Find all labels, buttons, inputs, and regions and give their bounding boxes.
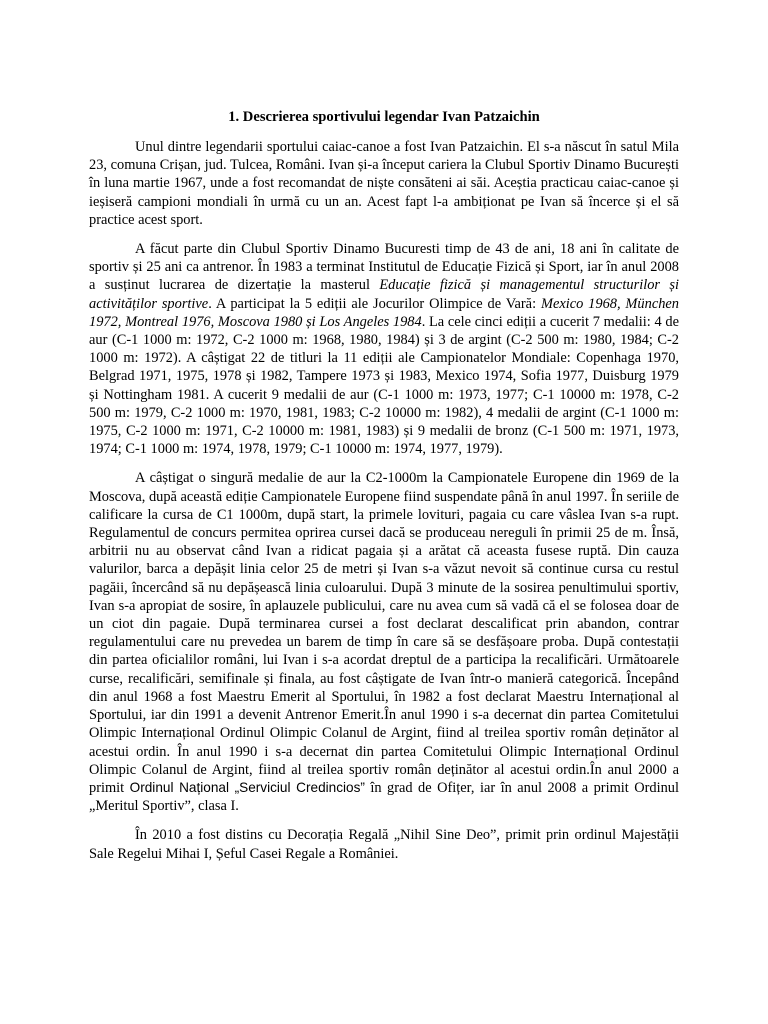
paragraph-text: . A participat la 5 ediții ale Jocurilor Olimpice de Vară: xyxy=(208,295,541,312)
paragraph-european-championship-and-honors xyxy=(89,469,679,815)
paragraph-text: A făcut parte din Clubul Sportiv Dinamo Bucuresti timp de 43 de ani, 18 ani în calitate de sportiv și 25 ani ca antrenor. În 1983 a terminat Institutul de Educație Fizică și Sport, iar în anul 2008 a susținut lucrarea de dizertație la masterul xyxy=(89,241,679,294)
olympic-games-list: Mexico 1968, München 1972, Montreal 1976, Moscova 1980 și Los Angeles 1984 xyxy=(89,295,679,330)
document-body xyxy=(89,138,679,874)
national-order-name: Ordinul Național „Serviciul Credincios” xyxy=(129,779,365,795)
master-thesis-title: Educație fizică și managementul structurilor și activităților sportive xyxy=(89,277,680,312)
paragraph-text: în grad de Ofițer, iar în anul 2008 a primit Ordinul „Meritul Sportiv”, clasa I. xyxy=(89,779,679,815)
section-title: 1. Descrierea sportivului legendar Ivan Patzaichin xyxy=(228,109,540,125)
paragraph-career-and-results xyxy=(89,240,679,458)
paragraph-text: A câștigat o singură medalie de aur la C2-1000m la Campionatele Europene din 1969 de la Moscova, după această ediție Campionatele Europene fiind suspendate până în anul 1997. În seriile de calificare la cursa de C1 1000m, după start, la primele lovituri, pagaia cu care vâslea Ivan s-a rupt. Regulamentul de concurs permitea oprirea cursei dacă se produceau nereguli în primii 25 de m. Însă, arbitrii nu au observat când Ivan a ridicat pagaia și a arătat că aceasta fusese ruptă. Din cauza valurilor, barca a depășit linia celor 25 de metri și Ivan s-a văzut nevoit să continue cursa cu restul pagăii, încercând să nu depășească linia culoarului. După 3 minute de la sosirea penultimului sportiv, Ivan s-a apropiat de sosire, în aplauzele publicului, care nu avea cum să vadă că el se folosea doar de un ciot din pagaie. După terminarea cursei a fost declarat descalificat prin abandon, contrar regulamentului care nu prevedea un barem de timp în care să se desfășoare proba. După contestații din partea oficialilor români, lui Ivan i s-a acordat dreptul de a participa la recalificări. Următoarele curse, recalificări, semifinale și finala, au fost câștigate de Ivan într-o manieră categorică. Începând din anul 1968 a fost Maestru Emerit al Sportului, în 1982 a fost declarat Maestru Internațional al Sportului, iar din 1991 a devenit Antrenor Emerit.În anul 1990 i s-a decernat din partea Comitetului Olimpic Internațional Ordinul Olimpic Colanul de Argint, fiind al treilea sportiv român deținător al acestui ordin. În anul 1990 i s-a decernat din partea Comitetului Olimpic Internațional Ordinul Olimpic Colanul de Argint, fiind al treilea sportiv român deținător al acestui ordin.În anul 2000 a primit xyxy=(89,470,679,796)
paragraph-royal-decoration: În 2010 a fost distins cu Decorația Regală „Nihil Sine Deo”, primit prin ordinul Majestății Sale Regelui Mihai I, Șeful Casei Regale a României. xyxy=(89,827,679,862)
paragraph-birth-and-early-career: Unul dintre legendarii sportului caiac-canoe a fost Ivan Patzaichin. El s-a născut în satul Mila 23, comuna Crișan, jud. Tulcea, Români. Ivan și-a început cariera la Clubul Sportiv Dinamo București în luna martie 1967, unde a fost recomandat de niște consăteni ai săi. Aceștia practicau caiac-canoe și ieșiseră campioni mondiali în urmă cu un an. Acest fapt l-a ambiționat pe Ivan să încerce și el să practice acest sport. xyxy=(89,139,679,228)
paragraph-text: . La cele cinci ediții a cucerit 7 medalii: 4 de aur (C-1 1000 m: 1972, C-2 1000 m: 1968, 1980, 1984) și 3 de argint (C-2 500 m: 1980, 1984; C-2 1000 m: 1972). A câștigat 22 de titluri la 11 ediții ale Campionatelor Mondiale: Copenhaga 1970, Belgrad 1971, 1975, 1978 și 1982, Tampere 1973 și 1983, Mexico 1974, Sofia 1977, Duisburg 1979 și Nottingham 1981. A cucerit 9 medalii de aur (C-1 1000 m: 1973, 1977; C-1 10000 m: 1978, C-2 500 m: 1979, C-2 1000 m: 1970, 1981, 1983; C-2 10000 m: 1982), 4 medalii de argint (C-1 1000 m: 1975, C-2 1000 m: 1971, C-2 10000 m: 1981, 1983) și 9 medalii de bronz (C-1 500 m: 1971, 1973, 1974; C-1 1000 m: 1974, 1978, 1979; C-1 10000 m: 1974, 1977, 1979). xyxy=(89,313,679,458)
